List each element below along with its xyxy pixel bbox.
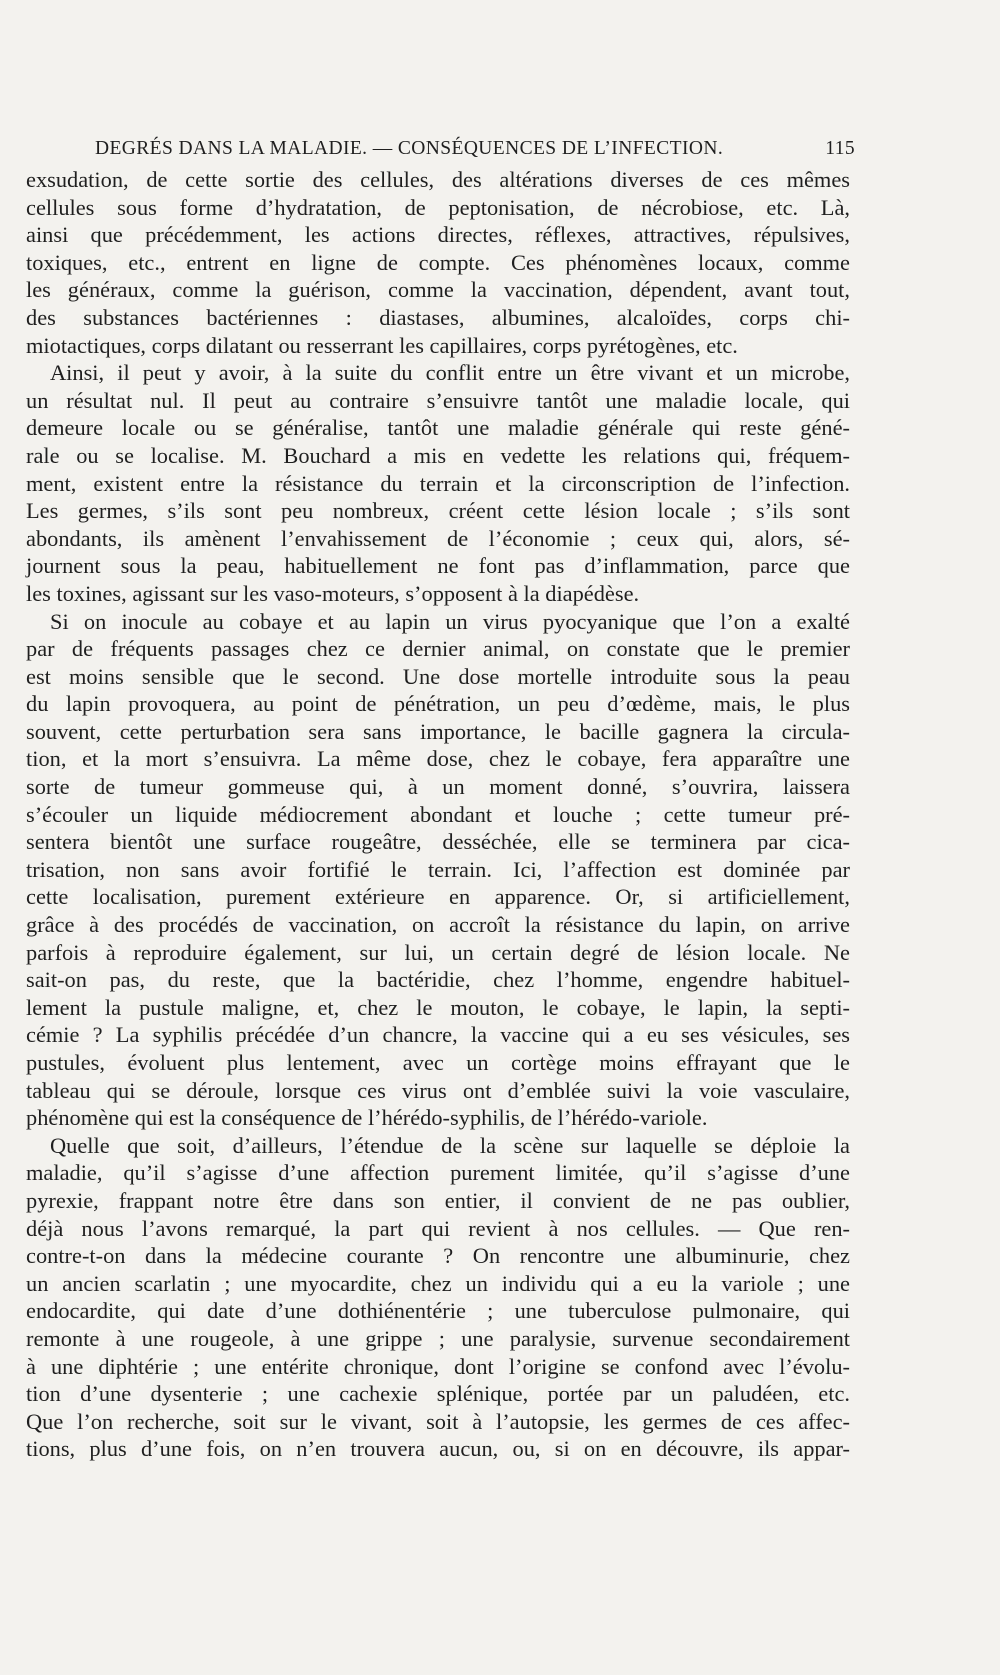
text-line: contre-t-on dans la médecine courante ? On rencontre une albuminurie, chez xyxy=(26,1243,850,1269)
text-line: tion, et la mort s’ensuivra. La même dose, chez le cobaye, fera apparaître une xyxy=(26,746,850,772)
text-line: cellules sous forme d’hydratation, de peptonisation, de nécrobiose, etc. Là, xyxy=(26,194,850,220)
text-line: les toxines, agissant sur les vaso-moteurs, s’opposent à la diapédèse. xyxy=(26,580,640,606)
paragraph xyxy=(26,166,850,359)
text-line: tion d’une dysenterie ; une cachexie splénique, portée par un paludéen, etc. xyxy=(26,1381,850,1407)
text-line: un résultat nul. Il peut au contraire s’ensuivre tantôt une maladie locale, qui xyxy=(26,387,850,413)
text-line: remonte à une rougeole, à une grippe ; une paralysie, survenue secondairement xyxy=(26,1325,850,1351)
text-line: Ainsi, il peut y avoir, à la suite du conflit entre un être vivant et un microbe, xyxy=(50,360,850,386)
text-line: journent sous la peau, habituellement ne font pas d’inflammation, parce que xyxy=(26,553,850,579)
text-line: rale ou se localise. M. Bouchard a mis en vedette les relations qui, fréquem- xyxy=(26,442,850,468)
text-line: un ancien scarlatin ; une myocardite, chez un individu qui a eu la variole ; une xyxy=(26,1270,850,1296)
text-line: parfois à reproduire également, sur lui, un certain degré de lésion locale. Ne xyxy=(26,939,850,965)
page-number: 115 xyxy=(825,138,855,159)
text-line: Que l’on recherche, soit sur le vivant, soit à l’autopsie, les germes de ces affec- xyxy=(26,1408,850,1434)
text-line: s’écouler un liquide médiocrement abondant et louche ; cette tumeur pré- xyxy=(26,801,850,827)
text-line: phénomène qui est la conséquence de l’hérédo-syphilis, de l’hérédo-variole. xyxy=(26,1105,708,1131)
text-line: Les germes, s’ils sont peu nombreux, créent cette lésion locale ; s’ils sont xyxy=(26,498,850,524)
text-line: lement la pustule maligne, et, chez le mouton, le cobaye, le lapin, la septi- xyxy=(26,994,850,1020)
text-line: déjà nous l’avons remarqué, la part qui revient à nos cellules. — Que ren- xyxy=(26,1215,850,1241)
text-line: les généraux, comme la guérison, comme la vaccination, dépendent, avant tout, xyxy=(26,277,850,303)
running-header xyxy=(95,138,855,160)
text-line: maladie, qu’il s’agisse d’une affection purement limitée, qu’il s’agisse d’une xyxy=(26,1160,850,1186)
text-line: Quelle que soit, d’ailleurs, l’étendue de la scène sur laquelle se déploie la xyxy=(50,1132,850,1158)
text-line: souvent, cette perturbation sera sans importance, le bacille gagnera la circula- xyxy=(26,718,850,744)
text-line: pyrexie, frappant notre être dans son entier, il convient de ne pas oublier, xyxy=(26,1187,850,1213)
body-text xyxy=(26,166,850,1463)
text-line: sorte de tumeur gommeuse qui, à un moment donné, s’ouvrira, laissera xyxy=(26,774,850,800)
paragraph xyxy=(26,608,850,1132)
text-line: sait-on pas, du reste, que la bactéridie, chez l’homme, engendre habituel- xyxy=(26,967,850,993)
text-line: des substances bactériennes : diastases, albumines, alcaloïdes, corps chi- xyxy=(26,304,850,330)
text-line: à une diphtérie ; une entérite chronique, dont l’origine se confond avec l’évolu- xyxy=(26,1353,850,1379)
text-line: du lapin provoquera, au point de pénétration, un peu d’œdème, mais, le plus xyxy=(26,691,850,717)
text-line: toxiques, etc., entrent en ligne de compte. Ces phénomènes locaux, comme xyxy=(26,249,850,275)
text-line: trisation, non sans avoir fortifié le terrain. Ici, l’affection est dominée par xyxy=(26,856,850,882)
running-title: DEGRÉS DANS LA MALADIE. — CONSÉQUENCES DE L’INFECTION. xyxy=(95,138,724,159)
text-line: sentera bientôt une surface rougeâtre, desséchée, elle se terminera par cica- xyxy=(26,829,850,855)
text-line: exsudation, de cette sortie des cellules, des altérations diverses de ces mêmes xyxy=(26,167,850,192)
text-line: par de fréquents passages chez ce dernier animal, on constate que le premier xyxy=(26,636,850,662)
text-line: grâce à des procédés de vaccination, on accroît la résistance du lapin, on arrive xyxy=(26,912,850,938)
text-line: demeure locale ou se généralise, tantôt une maladie générale qui reste géné- xyxy=(26,415,850,441)
text-line: est moins sensible que le second. Une dose mortelle introduite sous la peau xyxy=(26,663,850,689)
text-line: Si on inocule au cobaye et au lapin un virus pyocyanique que l’on a exalté xyxy=(50,608,850,634)
text-line: tableau qui se déroule, lorsque ces virus ont d’emblée suivi la voie vasculaire, xyxy=(26,1077,850,1103)
text-line: ment, existent entre la résistance du terrain et la circonscription de l’infection. xyxy=(26,470,850,496)
text-line: tions, plus d’une fois, on n’en trouvera aucun, ou, si on en découvre, ils appar- xyxy=(26,1436,850,1462)
text-line: endocardite, qui date d’une dothiénentérie ; une tuberculose pulmonaire, qui xyxy=(26,1298,850,1324)
text-line: miotactiques, corps dilatant ou resserrant les capillaires, corps pyrétogènes, etc. xyxy=(26,332,738,358)
text-line: pustules, évoluent plus lentement, avec un cortège moins effrayant que le xyxy=(26,1050,850,1075)
text-line: abondants, ils amènent l’envahissement de l’économie ; ceux qui, alors, sé- xyxy=(26,525,850,551)
text-line: ainsi que précédemment, les actions directes, réflexes, attractives, répulsives, xyxy=(26,222,850,248)
paragraph xyxy=(26,359,850,607)
paragraph xyxy=(26,1132,850,1463)
text-line: cémie ? La syphilis précédée d’un chancre, la vaccine qui a eu ses vésicules, ses xyxy=(26,1022,850,1048)
text-line: cette localisation, purement extérieure en apparence. Or, si artificiellement, xyxy=(26,884,850,910)
